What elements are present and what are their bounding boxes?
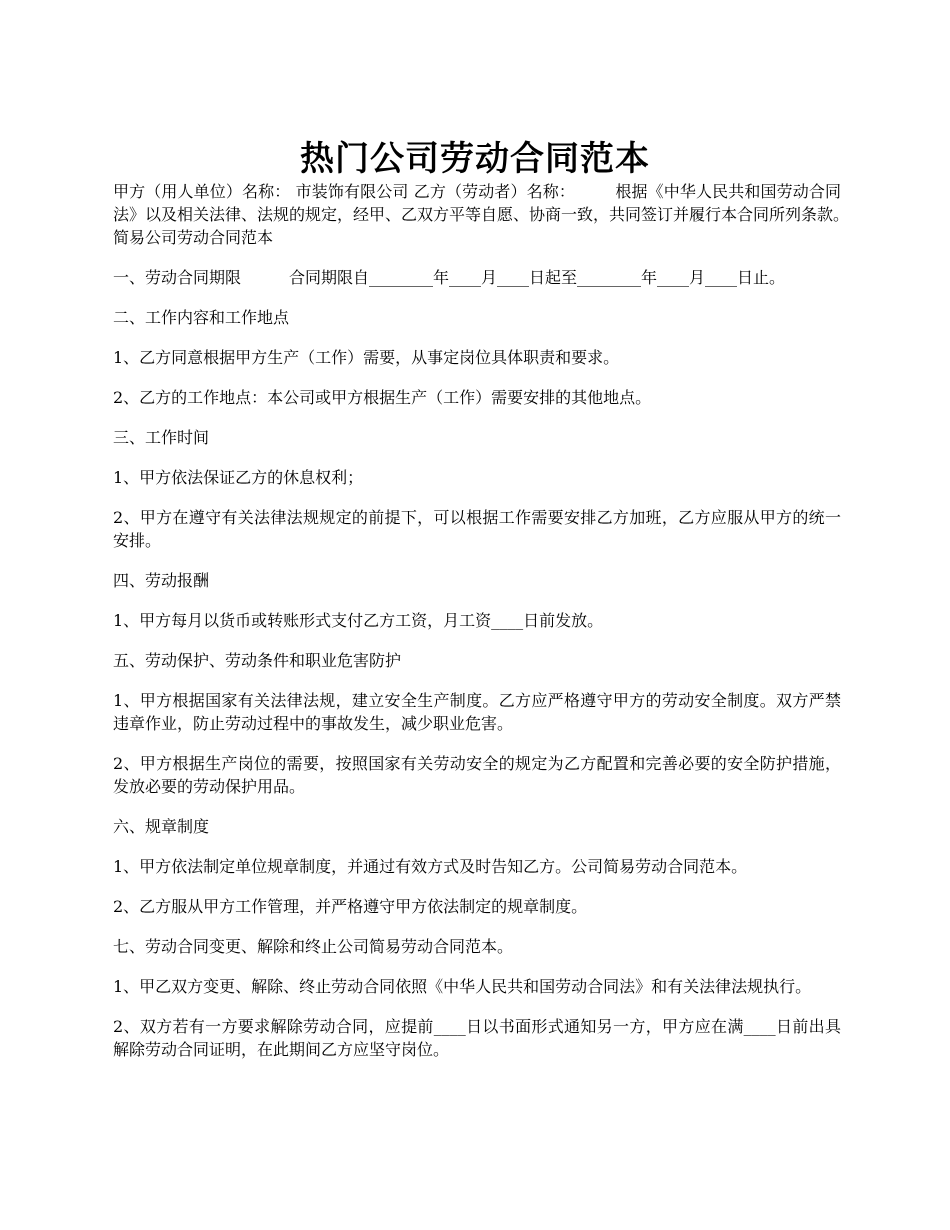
document-title: 热门公司劳动合同范本 — [300, 138, 650, 179]
section-1-heading-contract-term: 一、劳动合同期限 合同期限自________年____月____日起至________年____月____日止。 — [113, 268, 786, 287]
section-2-clause-2: 2、乙方的工作地点：本公司或甲方根据生产（工作）需要安排的其他地点。 — [113, 388, 652, 407]
intro-paragraph: 甲方（用人单位）名称： 市装饰有限公司 乙方（劳动者）名称： 根据《中华人民共和国劳动合同法》以及相关法律、法规的规定，经甲、乙双方平等自愿、协商一致，共同签订并履行本合同所列条款。 简易公司劳动合同范本 — [113, 182, 890, 247]
document-body — [113, 180, 890, 1078]
section-6-clause-2: 2、乙方服从甲方工作管理，并严格遵守甲方依法制定的规章制度。 — [113, 897, 588, 916]
section-5-clause-2: 2、甲方根据生产岗位的需要，按照国家有关劳动安全的规定为乙方配置和完善必要的安全防护措施，发放必要的劳动保护用品。 — [113, 754, 841, 796]
section-5-heading: 五、劳动保护、劳动条件和职业危害防护 — [113, 651, 402, 670]
section-2-heading: 二、工作内容和工作地点 — [113, 308, 290, 327]
section-7-clause-1: 1、甲乙双方变更、解除、终止劳动合同依照《中华人民共和国劳动合同法》和有关法律法规执行。 — [113, 977, 812, 996]
section-3-clause-2: 2、甲方在遵守有关法律法规规定的前提下，可以根据工作需要安排乙方加班，乙方应服从甲方的统一安排。 — [113, 508, 841, 550]
section-6-heading: 六、规章制度 — [113, 817, 210, 836]
section-4-clause-1: 1、甲方每月以货币或转账形式支付乙方工资，月工资____日前发放。 — [113, 611, 604, 630]
section-3-heading: 三、工作时间 — [113, 428, 210, 447]
section-7-heading: 七、劳动合同变更、解除和终止公司简易劳动合同范本。 — [113, 937, 514, 956]
section-2-clause-1: 1、乙方同意根据甲方生产（工作）需要，从事定岗位具体职责和要求。 — [113, 348, 620, 367]
section-5-clause-1: 1、甲方根据国家有关法律法规，建立安全生产制度。乙方应严格遵守甲方的劳动安全制度。双方严禁违章作业，防止劳动过程中的事故发生，减少职业危害。 — [113, 691, 841, 733]
section-3-clause-1: 1、甲方依法保证乙方的休息权利； — [113, 468, 364, 487]
section-7-clause-2: 2、双方若有一方要求解除劳动合同，应提前____日以书面形式通知另一方，甲方应在满____日前出具解除劳动合同证明，在此期间乙方应坚守岗位。 — [113, 1017, 841, 1059]
section-4-heading: 四、劳动报酬 — [113, 571, 210, 590]
section-6-clause-1: 1、甲方依法制定单位规章制度，并通过有效方式及时告知乙方。公司简易劳动合同范本。 — [113, 857, 748, 876]
